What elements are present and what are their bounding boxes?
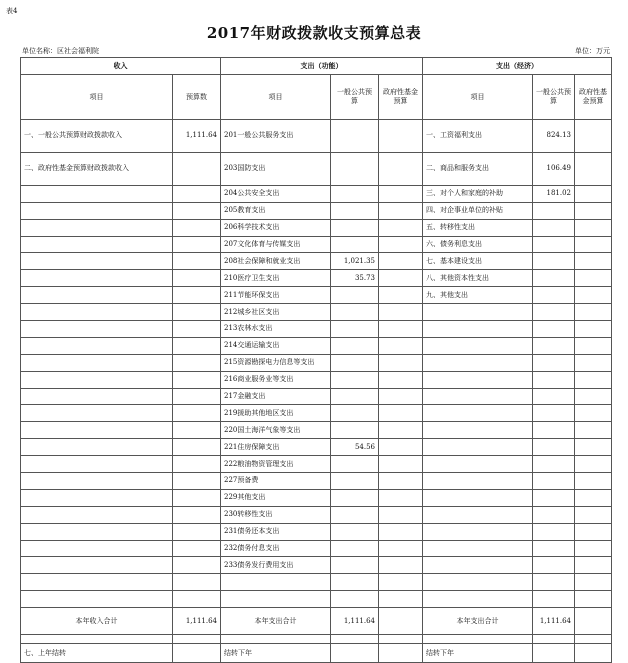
func-item: 219援助其他地区支出 (221, 405, 331, 422)
econ-item: 四、对企事业单位的补贴 (423, 202, 533, 219)
func-item: 207文化体育与传媒支出 (221, 236, 331, 253)
func-general (331, 489, 379, 506)
income-value (173, 270, 221, 287)
econ-item: 五、转移性支出 (423, 219, 533, 236)
income-item (21, 236, 173, 253)
income-item (21, 270, 173, 287)
func-item: 232债务付息支出 (221, 540, 331, 557)
carryover-func-label: 结转下年 (221, 644, 331, 663)
func-fund (379, 405, 423, 422)
table-row (21, 202, 612, 219)
carryover-econ-general (533, 644, 575, 663)
econ-fund (575, 388, 612, 405)
func-item (221, 574, 331, 591)
income-item (21, 388, 173, 405)
income-item: 一、一般公共预算财政拨款收入 (21, 119, 173, 152)
econ-general (533, 523, 575, 540)
econ-item (423, 540, 533, 557)
income-value (173, 540, 221, 557)
func-general (331, 456, 379, 473)
func-general (331, 473, 379, 490)
income-value (173, 354, 221, 371)
expense-function-header: 支出（功能） (221, 58, 423, 75)
table-row (21, 253, 612, 270)
econ-item (423, 304, 533, 321)
econ-fund (575, 506, 612, 523)
func-total-fund (379, 608, 423, 635)
income-item (21, 304, 173, 321)
econ-item (423, 422, 533, 439)
func-fund (379, 119, 423, 152)
func-general (331, 119, 379, 152)
func-general: 35.73 (331, 270, 379, 287)
func-general (331, 422, 379, 439)
func-fund (379, 422, 423, 439)
func-item: 211节能环保支出 (221, 287, 331, 304)
econ-fund (575, 287, 612, 304)
econ-item (423, 388, 533, 405)
income-item (21, 185, 173, 202)
func-item: 217金融支出 (221, 388, 331, 405)
econ-general (533, 321, 575, 338)
func-general (331, 557, 379, 574)
econ-fund (575, 405, 612, 422)
func-item: 227预备费 (221, 473, 331, 490)
func-fund (379, 253, 423, 270)
income-value (173, 219, 221, 236)
econ-fund (575, 236, 612, 253)
econ-general: 181.02 (533, 185, 575, 202)
func-general (331, 388, 379, 405)
income-item (21, 354, 173, 371)
income-item (21, 456, 173, 473)
econ-general: 824.13 (533, 119, 575, 152)
income-item (21, 523, 173, 540)
func-item: 231债务还本支出 (221, 523, 331, 540)
table-row (21, 185, 612, 202)
econ-fund (575, 337, 612, 354)
income-value (173, 456, 221, 473)
income-item (21, 253, 173, 270)
table-row (21, 321, 612, 338)
econ-fund (575, 422, 612, 439)
table-row (21, 287, 612, 304)
econ-general (533, 422, 575, 439)
econ-general (533, 540, 575, 557)
econ-general (533, 574, 575, 591)
econ-fund (575, 185, 612, 202)
income-header: 收入 (21, 58, 221, 75)
income-total-label: 本年收入合计 (21, 608, 173, 635)
func-fund (379, 371, 423, 388)
column-header-row (21, 74, 612, 119)
func-fund (379, 304, 423, 321)
col-econ-fund: 政府性基金预算 (575, 74, 612, 119)
spacer-row (21, 635, 612, 644)
func-general (331, 405, 379, 422)
econ-item (423, 574, 533, 591)
econ-item: 三、对个人和家庭的补助 (423, 185, 533, 202)
func-fund (379, 287, 423, 304)
econ-general (533, 456, 575, 473)
table-row (21, 591, 612, 608)
totals-row (21, 608, 612, 635)
econ-item (423, 591, 533, 608)
econ-item: 七、基本建设支出 (423, 253, 533, 270)
func-item: 204公共安全支出 (221, 185, 331, 202)
func-fund (379, 388, 423, 405)
econ-fund (575, 304, 612, 321)
table-row (21, 557, 612, 574)
section-header-row (21, 58, 612, 75)
income-value (173, 185, 221, 202)
income-value (173, 405, 221, 422)
econ-general: 106.49 (533, 152, 575, 185)
func-fund (379, 354, 423, 371)
func-item: 214交通运输支出 (221, 337, 331, 354)
func-general (331, 523, 379, 540)
income-value (173, 337, 221, 354)
income-item (21, 574, 173, 591)
table-row (21, 523, 612, 540)
econ-item (423, 321, 533, 338)
col-income-item: 项目 (21, 74, 173, 119)
carryover-in-value (173, 644, 221, 663)
func-fund (379, 321, 423, 338)
income-item (21, 371, 173, 388)
income-value (173, 473, 221, 490)
func-item: 233债务发行费用支出 (221, 557, 331, 574)
income-item (21, 321, 173, 338)
income-item (21, 473, 173, 490)
econ-item: 九、其他支出 (423, 287, 533, 304)
econ-general (533, 473, 575, 490)
econ-item (423, 371, 533, 388)
income-value (173, 422, 221, 439)
econ-fund (575, 456, 612, 473)
econ-item: 六、债务利息支出 (423, 236, 533, 253)
econ-fund (575, 219, 612, 236)
func-item: 210医疗卫生支出 (221, 270, 331, 287)
func-item: 216商业服务业等支出 (221, 371, 331, 388)
income-value (173, 506, 221, 523)
func-general (331, 152, 379, 185)
income-value (173, 489, 221, 506)
econ-item (423, 354, 533, 371)
func-general (331, 202, 379, 219)
income-item (21, 439, 173, 456)
func-item: 208社会保障和就业支出 (221, 253, 331, 270)
func-fund (379, 574, 423, 591)
econ-item (423, 489, 533, 506)
income-value (173, 523, 221, 540)
func-fund (379, 219, 423, 236)
col-func-fund: 政府性基金预算 (379, 74, 423, 119)
income-item (21, 287, 173, 304)
econ-general (533, 202, 575, 219)
econ-item: 二、商品和服务支出 (423, 152, 533, 185)
table-row (21, 304, 612, 321)
econ-item (423, 456, 533, 473)
income-value (173, 253, 221, 270)
func-fund (379, 185, 423, 202)
func-fund (379, 439, 423, 456)
table-row (21, 371, 612, 388)
econ-general (533, 506, 575, 523)
col-income-budget: 预算数 (173, 74, 221, 119)
func-item: 222粮油物资管理支出 (221, 456, 331, 473)
func-total-value: 1,111.64 (331, 608, 379, 635)
econ-item (423, 473, 533, 490)
econ-item (423, 405, 533, 422)
func-fund (379, 202, 423, 219)
econ-item (423, 337, 533, 354)
econ-fund (575, 557, 612, 574)
econ-item: 八、其他资本性支出 (423, 270, 533, 287)
table-row (21, 422, 612, 439)
econ-general (533, 405, 575, 422)
econ-fund (575, 574, 612, 591)
table-row (21, 540, 612, 557)
income-item (21, 405, 173, 422)
func-general (331, 591, 379, 608)
func-general: 1,021.35 (331, 253, 379, 270)
income-value (173, 152, 221, 185)
income-value (173, 574, 221, 591)
func-item: 230转移性支出 (221, 506, 331, 523)
func-fund (379, 506, 423, 523)
income-item (21, 489, 173, 506)
econ-general (533, 557, 575, 574)
table-row (21, 489, 612, 506)
func-fund (379, 236, 423, 253)
func-general (331, 304, 379, 321)
econ-general (533, 304, 575, 321)
income-value (173, 557, 221, 574)
func-fund (379, 473, 423, 490)
func-item: 205教育支出 (221, 202, 331, 219)
func-item: 215资源勘探电力信息等支出 (221, 354, 331, 371)
table-row (21, 236, 612, 253)
func-general (331, 354, 379, 371)
econ-fund (575, 270, 612, 287)
income-value (173, 202, 221, 219)
table-row (21, 388, 612, 405)
econ-fund (575, 253, 612, 270)
income-item: 二、政府性基金预算财政拨款收入 (21, 152, 173, 185)
econ-fund (575, 591, 612, 608)
func-general (331, 219, 379, 236)
func-item (221, 591, 331, 608)
func-item: 203国防支出 (221, 152, 331, 185)
econ-general (533, 371, 575, 388)
econ-fund (575, 321, 612, 338)
econ-general (533, 253, 575, 270)
income-value (173, 371, 221, 388)
func-general: 54.56 (331, 439, 379, 456)
table-row (21, 574, 612, 591)
income-item (21, 337, 173, 354)
func-item: 221住房保障支出 (221, 439, 331, 456)
econ-item (423, 557, 533, 574)
econ-general (533, 388, 575, 405)
econ-fund (575, 371, 612, 388)
func-total-label: 本年支出合计 (221, 608, 331, 635)
econ-general (533, 270, 575, 287)
carryover-func-fund (379, 644, 423, 663)
func-general (331, 321, 379, 338)
func-general (331, 506, 379, 523)
table-row (21, 354, 612, 371)
table-row (21, 152, 612, 185)
income-item (21, 591, 173, 608)
unit-name: 单位名称：区社会福利院 (22, 47, 99, 55)
carryover-econ-label: 结转下年 (423, 644, 533, 663)
table-row (21, 405, 612, 422)
income-item (21, 422, 173, 439)
func-general (331, 236, 379, 253)
econ-item (423, 506, 533, 523)
carryover-econ-fund (575, 644, 612, 663)
col-func-item: 项目 (221, 74, 331, 119)
income-value (173, 236, 221, 253)
econ-fund (575, 439, 612, 456)
income-value (173, 287, 221, 304)
table-row (21, 119, 612, 152)
func-item: 229其他支出 (221, 489, 331, 506)
func-fund (379, 489, 423, 506)
table-row (21, 270, 612, 287)
income-value (173, 388, 221, 405)
func-fund (379, 456, 423, 473)
income-item (21, 557, 173, 574)
econ-general (533, 219, 575, 236)
func-fund (379, 591, 423, 608)
carryover-func-general (331, 644, 379, 663)
econ-fund (575, 202, 612, 219)
income-value: 1,111.64 (173, 119, 221, 152)
table-row (21, 439, 612, 456)
func-fund (379, 337, 423, 354)
carryover-in-label: 七、上年结转 (21, 644, 173, 663)
econ-total-fund (575, 608, 612, 635)
func-fund (379, 270, 423, 287)
income-item (21, 202, 173, 219)
func-general (331, 337, 379, 354)
income-item (21, 540, 173, 557)
econ-fund (575, 540, 612, 557)
func-general (331, 287, 379, 304)
econ-total-value: 1,111.64 (533, 608, 575, 635)
col-econ-general: 一般公共预算 (533, 74, 575, 119)
page-title: 2017年财政拨款收支预算总表 (206, 24, 422, 42)
col-func-general: 一般公共预算 (331, 74, 379, 119)
func-general (331, 574, 379, 591)
func-item: 220国土海洋气象等支出 (221, 422, 331, 439)
func-item: 212城乡社区支出 (221, 304, 331, 321)
econ-fund (575, 152, 612, 185)
econ-item: 一、工资福利支出 (423, 119, 533, 152)
func-general (331, 540, 379, 557)
table-row (21, 219, 612, 236)
func-general (331, 185, 379, 202)
func-fund (379, 152, 423, 185)
income-item (21, 219, 173, 236)
econ-fund (575, 354, 612, 371)
income-total-value: 1,111.64 (173, 608, 221, 635)
econ-general (533, 287, 575, 304)
econ-fund (575, 523, 612, 540)
expense-economic-header: 支出（经济） (423, 58, 612, 75)
income-value (173, 304, 221, 321)
econ-total-label: 本年支出合计 (423, 608, 533, 635)
func-item: 206科学技术支出 (221, 219, 331, 236)
econ-general (533, 236, 575, 253)
func-fund (379, 523, 423, 540)
col-econ-item: 项目 (423, 74, 533, 119)
econ-general (533, 591, 575, 608)
econ-fund (575, 119, 612, 152)
econ-general (533, 439, 575, 456)
func-fund (379, 540, 423, 557)
econ-general (533, 337, 575, 354)
econ-general (533, 354, 575, 371)
income-value (173, 591, 221, 608)
income-value (173, 321, 221, 338)
carryover-row (21, 644, 612, 663)
table-row (21, 473, 612, 490)
func-item: 201一般公共服务支出 (221, 119, 331, 152)
econ-fund (575, 489, 612, 506)
income-value (173, 439, 221, 456)
func-general (331, 371, 379, 388)
econ-item (423, 523, 533, 540)
table-number: 表4 (6, 7, 18, 15)
econ-fund (575, 473, 612, 490)
econ-item (423, 439, 533, 456)
table-row (21, 337, 612, 354)
func-fund (379, 557, 423, 574)
func-item: 213农林水支出 (221, 321, 331, 338)
econ-general (533, 489, 575, 506)
unit-label: 单位：万元 (575, 47, 610, 55)
table-row (21, 456, 612, 473)
table-row (21, 506, 612, 523)
income-item (21, 506, 173, 523)
budget-table (20, 57, 612, 663)
